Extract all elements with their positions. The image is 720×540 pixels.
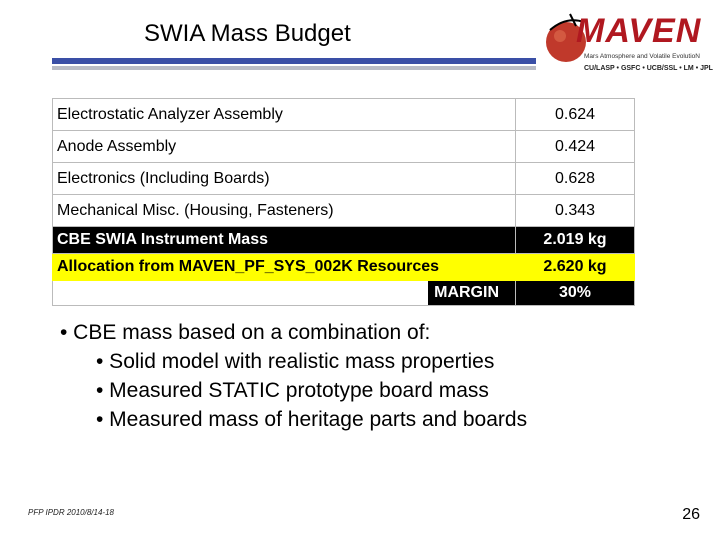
bullet-sub: • Solid model with realistic mass properties [96, 350, 495, 373]
table-row [53, 195, 635, 227]
table-row [53, 163, 635, 195]
bullet-sub: • Measured STATIC prototype board mass [96, 379, 489, 402]
margin-label: MARGIN [428, 281, 515, 305]
page-title: SWIA Mass Budget [144, 20, 351, 47]
mass-budget-table [52, 98, 635, 306]
title-rule-blue [52, 58, 536, 64]
logo-wordmark: MAVEN [576, 12, 702, 50]
footer-text: PFP IPDR 2010/8/14-18 [28, 508, 114, 517]
title-rule-gray [52, 66, 536, 70]
row-label: Electrostatic Analyzer Assembly [53, 99, 516, 131]
page-number: 26 [682, 506, 700, 523]
total-value: 2.019 kg [516, 227, 635, 254]
row-value: 0.343 [516, 195, 635, 227]
total-label: CBE SWIA Instrument Mass [53, 227, 516, 254]
row-label: Anode Assembly [53, 131, 516, 163]
table-row [53, 131, 635, 163]
total-row [53, 227, 635, 254]
row-value: 0.628 [516, 163, 635, 195]
allocation-value: 2.620 kg [516, 254, 635, 281]
allocation-row [53, 254, 635, 281]
bullet-sub: • Measured mass of heritage parts and boards [96, 408, 528, 431]
row-label: Electronics (Including Boards) [53, 163, 516, 195]
row-label: Mechanical Misc. (Housing, Fasteners) [53, 195, 516, 227]
logo-subtitle: Mars Atmosphere and Volatile EvolutioN [584, 53, 700, 60]
margin-row [53, 281, 635, 306]
logo-partners: CU/LASP • GSFC • UCB/SSL • LM • JPL [584, 65, 713, 72]
maven-logo [540, 6, 712, 82]
margin-value: 30% [516, 281, 635, 306]
row-value: 0.624 [516, 99, 635, 131]
bullet-list [60, 318, 527, 434]
bullet-main: • CBE mass based on a combination of: [60, 321, 431, 344]
table-row [53, 99, 635, 131]
allocation-label: Allocation from MAVEN_PF_SYS_002K Resources [53, 254, 516, 281]
row-value: 0.424 [516, 131, 635, 163]
